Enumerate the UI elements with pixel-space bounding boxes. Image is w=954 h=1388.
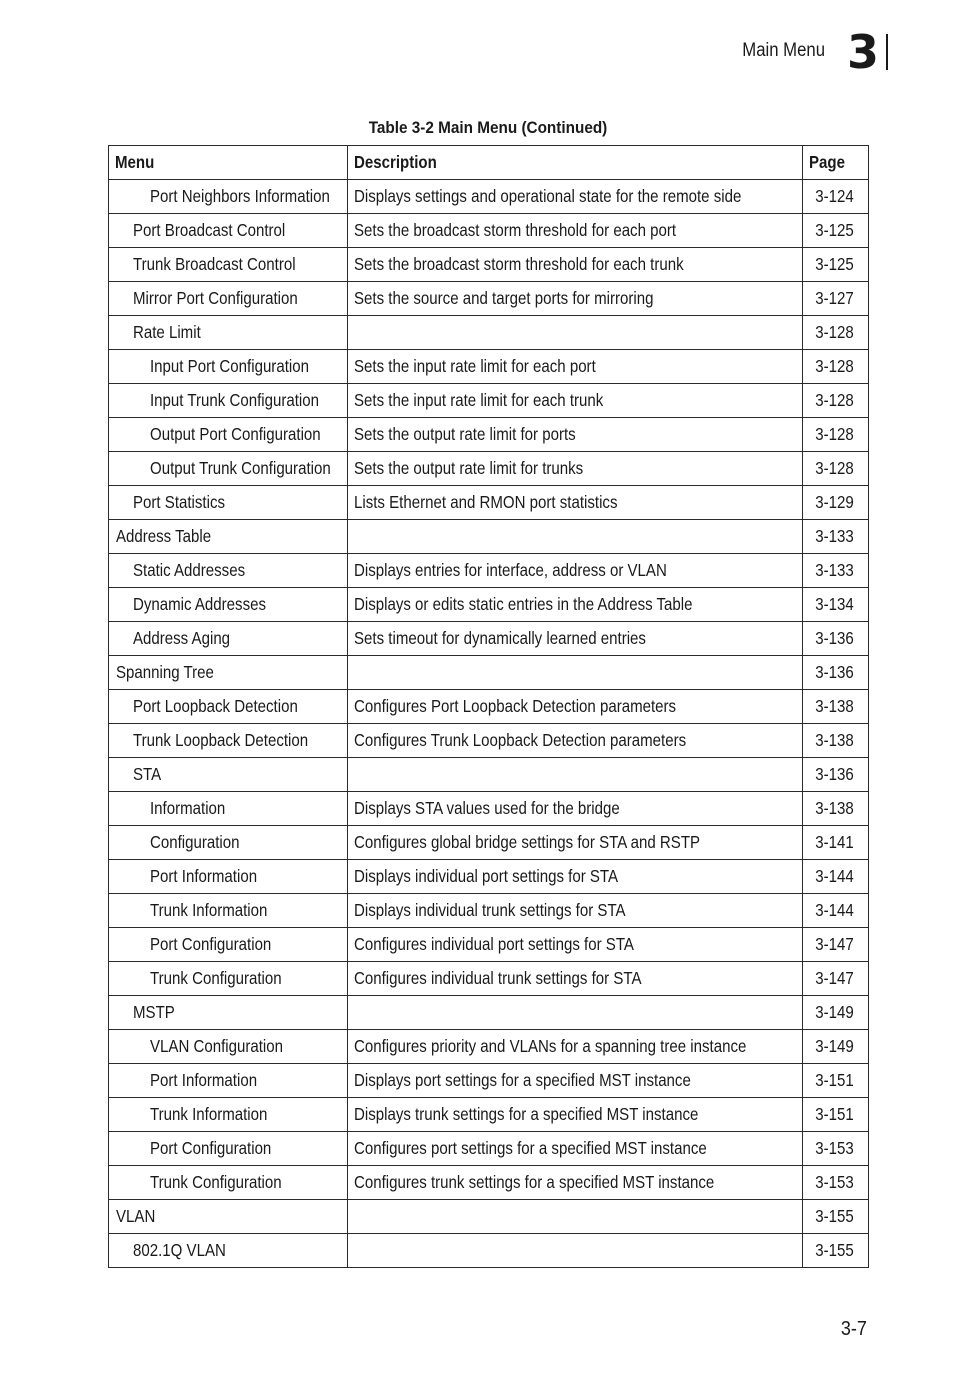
menu-cell: Mirror Port Configuration — [109, 282, 348, 316]
table-row — [109, 826, 869, 860]
menu-cell: MSTP — [109, 996, 348, 1030]
page-cell: 3-153 — [803, 1166, 869, 1200]
table-row — [109, 1200, 869, 1234]
menu-cell: STA — [109, 758, 348, 792]
chapter-number: 3 — [847, 34, 888, 70]
page-cell: 3-128 — [803, 350, 869, 384]
table-row — [109, 384, 869, 418]
menu-cell: VLAN Configuration — [109, 1030, 348, 1064]
menu-cell: Port Neighbors Information — [109, 180, 348, 214]
table-row — [109, 520, 869, 554]
page-cell: 3-128 — [803, 452, 869, 486]
description-cell: Sets timeout for dynamically learned entries — [348, 622, 803, 656]
description-cell: Configures individual port settings for STA — [348, 928, 803, 962]
menu-cell: VLAN — [109, 1200, 348, 1234]
table-row — [109, 554, 869, 588]
table-row — [109, 180, 869, 214]
table-row — [109, 350, 869, 384]
description-cell: Displays entries for interface, address or VLAN — [348, 554, 803, 588]
menu-cell: Port Broadcast Control — [109, 214, 348, 248]
menu-cell: Port Information — [109, 860, 348, 894]
menu-cell: Port Information — [109, 1064, 348, 1098]
menu-cell: Port Configuration — [109, 928, 348, 962]
page-cell: 3-127 — [803, 282, 869, 316]
description-cell: Lists Ethernet and RMON port statistics — [348, 486, 803, 520]
page-cell: 3-134 — [803, 588, 869, 622]
description-cell: Displays or edits static entries in the Address Table — [348, 588, 803, 622]
menu-cell: Trunk Information — [109, 894, 348, 928]
menu-cell: Rate Limit — [109, 316, 348, 350]
table-row — [109, 418, 869, 452]
page-cell: 3-153 — [803, 1132, 869, 1166]
table-row — [109, 452, 869, 486]
page-cell: 3-138 — [803, 724, 869, 758]
table-row — [109, 1098, 869, 1132]
description-cell — [348, 996, 803, 1030]
menu-cell: Trunk Loopback Detection — [109, 724, 348, 758]
menu-cell: Spanning Tree — [109, 656, 348, 690]
description-cell — [348, 1200, 803, 1234]
description-cell: Sets the output rate limit for trunks — [348, 452, 803, 486]
page-cell: 3-129 — [803, 486, 869, 520]
description-cell: Sets the broadcast storm threshold for each trunk — [348, 248, 803, 282]
description-cell — [348, 758, 803, 792]
menu-cell: Trunk Broadcast Control — [109, 248, 348, 282]
page-cell: 3-155 — [803, 1234, 869, 1268]
page-cell: 3-144 — [803, 894, 869, 928]
description-cell: Configures global bridge settings for STA and RSTP — [348, 826, 803, 860]
page-number: 3-7 — [840, 1318, 867, 1340]
page-cell: 3-128 — [803, 316, 869, 350]
page-cell: 3-125 — [803, 214, 869, 248]
menu-cell: Dynamic Addresses — [109, 588, 348, 622]
table-row — [109, 1030, 869, 1064]
table-header-row — [109, 146, 869, 180]
menu-cell: Address Table — [109, 520, 348, 554]
section-title: Main Menu — [742, 40, 825, 61]
menu-cell: Static Addresses — [109, 554, 348, 588]
table-row — [109, 622, 869, 656]
description-cell: Displays trunk settings for a specified MST instance — [348, 1098, 803, 1132]
page-cell: 3-133 — [803, 520, 869, 554]
menu-cell: Port Configuration — [109, 1132, 348, 1166]
page-cell: 3-151 — [803, 1064, 869, 1098]
table-row — [109, 928, 869, 962]
page-cell: 3-128 — [803, 418, 869, 452]
table-caption: Table 3-2 Main Menu (Continued) — [368, 118, 608, 137]
description-cell: Sets the input rate limit for each port — [348, 350, 803, 384]
menu-cell: Output Port Configuration — [109, 418, 348, 452]
page-cell: 3-136 — [803, 758, 869, 792]
menu-cell: Trunk Configuration — [109, 962, 348, 996]
description-cell: Sets the input rate limit for each trunk — [348, 384, 803, 418]
page-cell: 3-149 — [803, 1030, 869, 1064]
page-cell: 3-144 — [803, 860, 869, 894]
page-cell: 3-124 — [803, 180, 869, 214]
page-cell: 3-151 — [803, 1098, 869, 1132]
description-cell: Sets the source and target ports for mirroring — [348, 282, 803, 316]
page-cell: 3-133 — [803, 554, 869, 588]
table-row — [109, 1132, 869, 1166]
description-cell: Displays STA values used for the bridge — [348, 792, 803, 826]
description-cell: Configures priority and VLANs for a spanning tree instance — [348, 1030, 803, 1064]
table-row — [109, 656, 869, 690]
table-row — [109, 724, 869, 758]
menu-cell: Input Port Configuration — [109, 350, 348, 384]
description-cell: Displays port settings for a specified MST instance — [348, 1064, 803, 1098]
description-cell: Configures Port Loopback Detection parameters — [348, 690, 803, 724]
menu-cell: Input Trunk Configuration — [109, 384, 348, 418]
table-row — [109, 792, 869, 826]
table-row — [109, 962, 869, 996]
description-cell: Configures Trunk Loopback Detection parameters — [348, 724, 803, 758]
description-cell — [348, 1234, 803, 1268]
table-row — [109, 214, 869, 248]
description-cell — [348, 316, 803, 350]
description-cell — [348, 656, 803, 690]
description-cell — [348, 520, 803, 554]
table-body — [109, 180, 869, 1268]
menu-cell: Configuration — [109, 826, 348, 860]
table-row — [109, 486, 869, 520]
table-row — [109, 282, 869, 316]
description-cell: Configures trunk settings for a specified MST instance — [348, 1166, 803, 1200]
description-cell: Configures port settings for a specified MST instance — [348, 1132, 803, 1166]
page-cell: 3-138 — [803, 690, 869, 724]
main-menu-table — [108, 145, 869, 1268]
page-cell: 3-141 — [803, 826, 869, 860]
table-row — [109, 894, 869, 928]
page-cell: 3-147 — [803, 928, 869, 962]
column-header-description: Description — [348, 146, 803, 180]
menu-cell: 802.1Q VLAN — [109, 1234, 348, 1268]
menu-cell: Trunk Configuration — [109, 1166, 348, 1200]
page-header — [731, 25, 888, 79]
menu-cell: Address Aging — [109, 622, 348, 656]
menu-cell: Port Statistics — [109, 486, 348, 520]
page-cell: 3-136 — [803, 656, 869, 690]
page-cell: 3-128 — [803, 384, 869, 418]
page-cell: 3-155 — [803, 1200, 869, 1234]
table-row — [109, 996, 869, 1030]
table-row — [109, 316, 869, 350]
menu-cell: Port Loopback Detection — [109, 690, 348, 724]
table-row — [109, 248, 869, 282]
column-header-page: Page — [803, 146, 869, 180]
menu-cell: Output Trunk Configuration — [109, 452, 348, 486]
menu-cell: Trunk Information — [109, 1098, 348, 1132]
menu-cell: Information — [109, 792, 348, 826]
table-row — [109, 860, 869, 894]
column-header-menu: Menu — [109, 146, 348, 180]
table-row — [109, 758, 869, 792]
description-cell: Displays individual port settings for STA — [348, 860, 803, 894]
description-cell: Configures individual trunk settings for STA — [348, 962, 803, 996]
page-cell: 3-125 — [803, 248, 869, 282]
description-cell: Displays settings and operational state for the remote side — [348, 180, 803, 214]
table-row — [109, 588, 869, 622]
description-cell: Sets the broadcast storm threshold for each port — [348, 214, 803, 248]
page-cell: 3-149 — [803, 996, 869, 1030]
table-row — [109, 690, 869, 724]
table-row — [109, 1166, 869, 1200]
description-cell: Displays individual trunk settings for STA — [348, 894, 803, 928]
page-cell: 3-136 — [803, 622, 869, 656]
page-cell: 3-138 — [803, 792, 869, 826]
table-row — [109, 1234, 869, 1268]
description-cell: Sets the output rate limit for ports — [348, 418, 803, 452]
table-row — [109, 1064, 869, 1098]
page-cell: 3-147 — [803, 962, 869, 996]
